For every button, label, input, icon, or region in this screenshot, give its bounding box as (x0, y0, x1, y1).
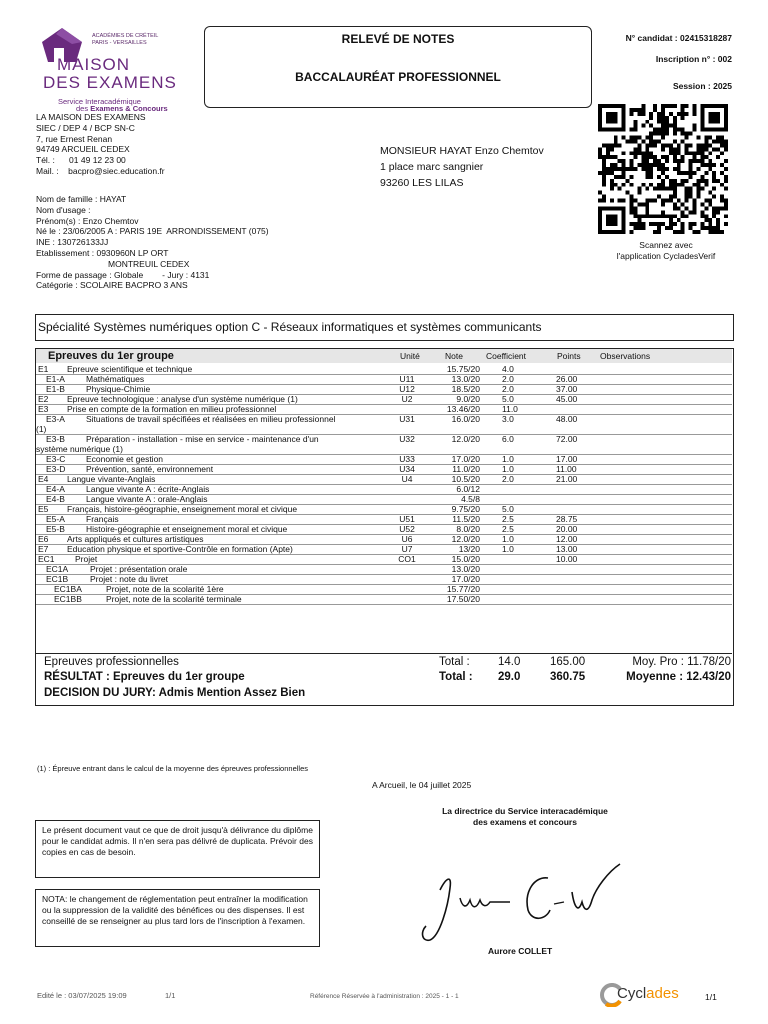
candidate-exam-mode: Forme de passage : Globale - Jury : 4131 (36, 269, 210, 280)
grade-coef: 11.0 (502, 404, 518, 414)
grade-note: 17.50/20 (446, 594, 480, 604)
grade-coef: 6.0 (502, 434, 514, 444)
grade-label: Projet, note de la scolarité terminale (106, 594, 242, 604)
grade-note: 8.0/20 (456, 524, 480, 534)
grade-code: E3-D (46, 464, 66, 474)
grade-row (36, 554, 732, 564)
pro-total-points: 165.00 (550, 656, 586, 668)
grade-code: E4-B (46, 494, 65, 504)
footnote: (1) : Épreuve entrant dans le calcul de la moyenne des épreuves professionnelles (37, 764, 308, 773)
grade-row (36, 564, 732, 574)
grade-coef: 2.0 (502, 474, 514, 484)
grade-row (36, 404, 732, 414)
grade-note: 15.77/20 (446, 584, 480, 594)
candidate-info (36, 194, 269, 291)
logo-academies-text: ACADÉMIES DE CRÉTEIL PARIS - VERSAILLES (92, 33, 159, 46)
issuer-mail: Mail. : bacpro@siec.education.fr (36, 165, 165, 176)
grade-unit: U51 (399, 514, 415, 524)
logo-service-line: Service Interacadémique (58, 97, 141, 106)
grade-coef: 2.0 (502, 384, 514, 394)
handwritten-signature (412, 848, 648, 948)
grade-label: Situations de travail spécifiées et réalisées en milieu professionnel (86, 414, 336, 424)
candidate-category: Catégorie : SCOLAIRE BACPRO 3 ANS (36, 280, 188, 291)
pro-total-label: Epreuves professionnelles (44, 656, 179, 668)
grade-note: 12.0/20 (451, 534, 480, 544)
document-subtitle: BACCALAURÉAT PROFESSIONNEL (295, 70, 501, 84)
grade-note: 17.0/20 (451, 454, 480, 464)
grade-note: 11.0/20 (452, 464, 480, 474)
grade-code: E3-A (46, 414, 65, 424)
grade-label-cont: (1) (36, 424, 47, 434)
result-label: RÉSULTAT : Epreuves du 1er groupe (44, 671, 245, 683)
candidate-surname: Nom de famille : HAYAT (36, 194, 127, 204)
grade-unit: U2 (401, 394, 413, 404)
candidate-ine: INE : 130726133JJ (36, 237, 109, 248)
result-total-caption: Total : (439, 671, 473, 683)
grade-row (36, 574, 732, 584)
grade-label: Français, histoire-géographie, enseignement moral et civique (67, 504, 298, 514)
grade-points: 48.00 (556, 414, 578, 424)
grade-note: 13.0/20 (451, 374, 480, 384)
grade-row (36, 584, 732, 594)
grade-row (36, 484, 732, 494)
grade-unit: U52 (399, 524, 415, 534)
validity-notice: Le présent document vaut ce que de droit jusqu'à délivrance du diplôme pour le candidat admis. Il n'en sera pas délivré de duplicata. Prévoir des copies en cas de besoin. (35, 820, 320, 878)
cyclades-brand: Cyclades (617, 985, 679, 1002)
grade-row (36, 474, 732, 484)
grade-points: 20.00 (556, 524, 578, 534)
grade-points: 11.00 (556, 464, 577, 474)
place-date: A Arcueil, le 04 juillet 2025 (372, 780, 472, 790)
grade-code: EC1BB (54, 594, 82, 604)
grade-code: E1-A (46, 374, 65, 384)
grade-code: E2 (38, 394, 49, 404)
grade-unit: U6 (401, 534, 413, 544)
recipient-address (380, 143, 544, 191)
grade-code: E4 (38, 474, 49, 484)
issuer-street: 7, rue Ernest Renan (36, 133, 113, 144)
col-header-coefficient: Coefficient (486, 351, 527, 361)
grade-points: 72.00 (556, 434, 578, 444)
grade-note: 13.0/20 (451, 564, 480, 574)
grade-code: E5-B (46, 524, 65, 534)
recipient-name: MONSIEUR HAYAT Enzo Chemtov (380, 145, 544, 157)
issuer-name: LA MAISON DES EXAMENS (36, 112, 146, 122)
grade-note: 17.0/20 (451, 574, 480, 584)
grade-note: 12.0/20 (451, 434, 480, 444)
grade-unit: U31 (399, 414, 415, 424)
inscription-number: Inscription n° : 002 (655, 54, 732, 64)
group-title: Epreuves du 1er groupe (48, 350, 174, 362)
grade-row (36, 394, 732, 404)
grade-label: Langue vivante A : orale-Anglais (86, 494, 208, 504)
grade-points: 28.75 (556, 514, 578, 524)
grade-unit: U11 (399, 374, 415, 384)
grade-label: Préparation - installation - mise en service - maintenance d'un (86, 434, 319, 444)
grade-unit: U34 (399, 464, 415, 474)
grade-note: 9.0/20 (456, 394, 480, 404)
grade-row (36, 454, 732, 464)
jury-decision: DECISION DU JURY: Admis Mention Assez Bien (44, 687, 306, 699)
grade-label: Economie et gestion (86, 454, 164, 464)
grade-label-cont: système numérique (1) (36, 444, 123, 454)
totals-separator (36, 653, 732, 654)
issuer-tel: Tél. : 01 49 12 23 00 (36, 155, 126, 166)
grade-note: 15.0/20 (451, 554, 480, 564)
grade-label: Epreuve scientifique et technique (67, 364, 193, 374)
grade-code: E4-A (46, 484, 65, 494)
signatory-title: La directrice du Service interacadémique des examens et concours (442, 806, 608, 827)
grade-coef: 2.5 (502, 514, 514, 524)
grade-code: E1-B (46, 384, 65, 394)
grade-points: 12.00 (556, 534, 578, 544)
candidate-birth: Né le : 23/06/2005 A : PARIS 19E ARRONDISSEMENT (075) (36, 226, 269, 237)
issuer-city: 94749 ARCUEIL CEDEX (36, 144, 130, 155)
grade-note: 11.5/20 (452, 514, 480, 524)
regulation-notice: NOTA: le changement de réglementation peut entraîner la modification ou la suppression de la validité des bénéfices ou des dispenses. Il est conseillé de se renseigner au plus tard lors de l'inscription à l'examen. (35, 889, 320, 947)
grade-label: Physique-Chimie (86, 384, 151, 394)
grade-coef: 1.0 (502, 454, 514, 464)
grade-label: Prévention, santé, environnement (86, 464, 214, 474)
grade-label: Histoire-géographie et enseignement moral et civique (86, 524, 288, 534)
candidate-number: N° candidat : 02415318287 (625, 33, 732, 43)
qr-caption: Scannez avec l'application CycladesVerif (616, 240, 716, 261)
grade-coef: 5.0 (502, 394, 514, 404)
grade-code: E3-B (46, 434, 65, 444)
grade-unit: U7 (401, 544, 413, 554)
edition-date: Edité le : 03/07/2025 19:09 (37, 991, 127, 1000)
logo-service-line2: des Examens & Concours (76, 104, 168, 113)
grade-points: 17.00 (556, 454, 578, 464)
col-header-observations: Observations (600, 351, 651, 361)
grade-code: EC1B (46, 574, 69, 584)
grade-label: Arts appliqués et cultures artistiques (67, 534, 204, 544)
grade-row (36, 514, 732, 524)
grade-code: EC1 (38, 554, 55, 564)
grade-row (36, 504, 732, 514)
grade-row (36, 384, 732, 394)
grade-label: Projet : présentation orale (90, 564, 188, 574)
grade-label: Prise en compte de la formation en milieu professionnel (67, 404, 277, 414)
grade-code: E3 (38, 404, 49, 414)
grade-note: 18.5/20 (451, 384, 480, 394)
speciality-title: Spécialité Systèmes numériques option C - Réseaux informatiques et systèmes communicants (38, 320, 542, 334)
grade-unit: U12 (399, 384, 415, 394)
page-indicator: 1/1 (705, 992, 717, 1002)
grade-code: E5 (38, 504, 49, 514)
grade-code: E1 (38, 364, 49, 374)
grade-row (36, 534, 732, 544)
grade-row (36, 374, 732, 384)
grade-row (36, 494, 732, 504)
page-indicator-small: 1/1 (165, 991, 176, 1000)
grade-points: 37.00 (556, 384, 578, 394)
grade-label: Français (86, 514, 119, 524)
result-total-coef: 29.0 (498, 671, 521, 683)
grade-row (36, 414, 732, 434)
col-header-note: Note (445, 351, 463, 361)
grade-points: 21.00 (556, 474, 578, 484)
grade-row (36, 594, 732, 604)
grade-note: 4.5/8 (461, 494, 480, 504)
grade-label: Epreuve technologique : analyse d'un système numérique (1) (67, 394, 298, 404)
grade-code: E5-A (46, 514, 65, 524)
grade-points: 26.00 (556, 374, 578, 384)
candidate-usage-name: Nom d'usage : (36, 204, 91, 215)
candidate-firstname: Prénom(s) : Enzo Chemtov (36, 215, 139, 226)
grade-points: 13.00 (556, 544, 578, 554)
issuer-address (36, 112, 165, 177)
row-separator (36, 604, 732, 605)
recipient-street: 1 place marc sangnier (380, 161, 484, 173)
recipient-city: 93260 LES LILAS (380, 177, 464, 189)
grade-coef: 5.0 (502, 504, 514, 514)
grade-label: Projet (75, 554, 98, 564)
pro-average: Moy. Pro : 11.78/20 (632, 656, 731, 668)
grade-note: 10.5/20 (451, 474, 480, 484)
final-average: Moyenne : 12.43/20 (626, 671, 731, 683)
grade-label: Education physique et sportive-Contrôle en formation (Apte) (67, 544, 293, 554)
grade-unit: U32 (399, 434, 415, 444)
grade-note: 13/20 (458, 544, 480, 554)
grade-points: 45.00 (556, 394, 578, 404)
candidate-school: Etablissement : 0930960N LP ORT (36, 247, 169, 258)
grade-row (36, 364, 732, 374)
result-total-points: 360.75 (550, 671, 586, 683)
grade-coef: 1.0 (502, 464, 514, 474)
grade-label: Mathématiques (86, 374, 145, 384)
grade-code: E3-C (46, 454, 66, 464)
grade-note: 16.0/20 (451, 414, 480, 424)
qr-code-icon (598, 103, 728, 235)
grade-coef: 1.0 (502, 544, 514, 554)
col-header-points: Points (557, 351, 581, 361)
grade-code: E6 (38, 534, 49, 544)
grade-row (36, 544, 732, 554)
grade-note: 15.75/20 (446, 364, 480, 374)
grade-note: 13.46/20 (446, 404, 480, 414)
grade-note: 9.75/20 (451, 504, 480, 514)
grade-label: Projet : note du livret (90, 574, 168, 584)
grade-coef: 3.0 (502, 414, 514, 424)
pro-total-caption: Total : (439, 656, 470, 668)
grade-unit: CO1 (398, 554, 416, 564)
grade-coef: 1.0 (502, 534, 514, 544)
grade-label: Projet, note de la scolarité 1ère (106, 584, 224, 594)
grade-note: 6.0/12 (456, 484, 480, 494)
grade-code: EC1A (46, 564, 69, 574)
grade-points: 10.00 (556, 554, 578, 564)
admin-reference: Référence Réservée à l'administration : 2025 - 1 - 1 (310, 993, 459, 1000)
col-header-unite: Unité (400, 351, 420, 361)
issuer-dept: SIEC / DEP 4 / BCP SN-C (36, 122, 135, 133)
grade-coef: 4.0 (502, 364, 514, 374)
grade-code: EC1BA (54, 584, 82, 594)
session-label: Session : 2025 (672, 81, 732, 91)
grade-label: Langue vivante-Anglais (67, 474, 156, 484)
logo-title: MAISON DES EXAMENS (43, 55, 177, 92)
grade-code: E7 (38, 544, 49, 554)
grade-unit: U33 (399, 454, 415, 464)
grade-row (36, 464, 732, 474)
pro-total-coef: 14.0 (498, 656, 521, 668)
document-title: RELEVÉ DE NOTES (341, 32, 455, 46)
candidate-school-city: MONTREUIL CEDEX (108, 258, 190, 269)
grade-unit: U4 (401, 474, 413, 484)
signatory-name: Aurore COLLET (488, 946, 553, 956)
grade-coef: 2.5 (502, 524, 514, 534)
grade-row (36, 524, 732, 534)
grade-coef: 2.0 (502, 374, 514, 384)
grade-row (36, 434, 732, 454)
grade-label: Langue vivante A : écrite-Anglais (86, 484, 210, 494)
